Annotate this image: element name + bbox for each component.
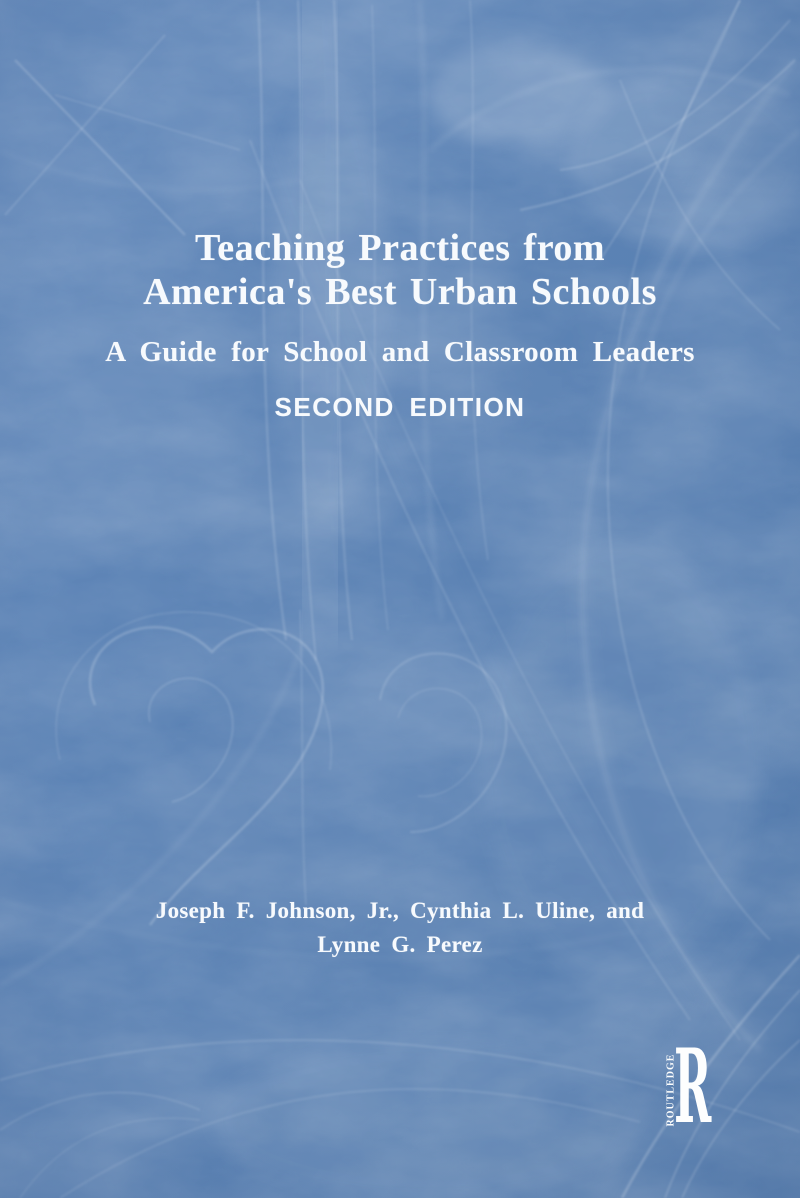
authors-line-2: Lynne G. Perez <box>317 932 483 957</box>
publisher-name-vertical: ROUTLEDGE <box>665 1053 677 1127</box>
publisher-logo-r-letter: R <box>674 1027 712 1147</box>
book-subtitle: A Guide for School and Classroom Leaders <box>105 336 695 368</box>
authors-line-1: Joseph F. Johnson, Jr., Cynthia L. Uline, and <box>155 898 645 923</box>
authors-block <box>0 894 800 962</box>
title-line-1: Teaching Practices from <box>194 227 606 269</box>
title-line-2: America's Best Urban Schools <box>143 271 657 313</box>
book-title <box>0 226 800 314</box>
publisher-logo <box>660 1027 718 1147</box>
edition-label: SECOND EDITION <box>274 392 526 422</box>
